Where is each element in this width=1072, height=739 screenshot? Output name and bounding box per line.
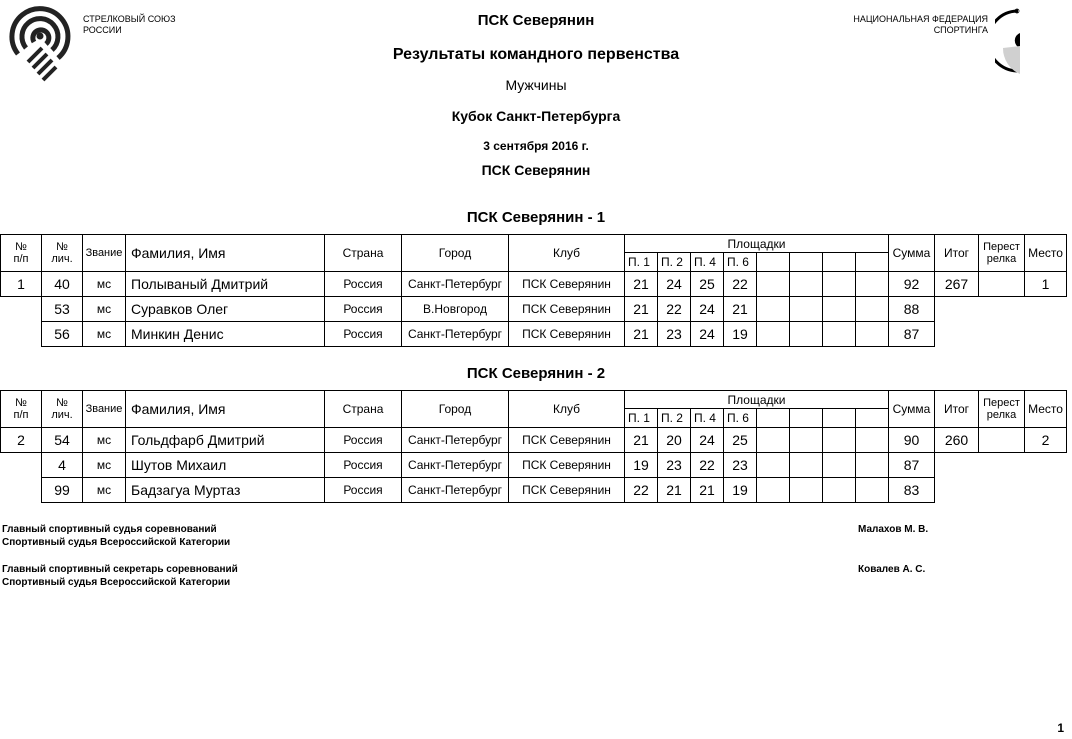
col-shootoff-line-1: Перест xyxy=(983,397,1020,409)
score-sum: 87 xyxy=(889,453,935,478)
venue-name: ПСК Северянин xyxy=(481,162,591,178)
license-number: 40 xyxy=(42,272,83,297)
competition-date: 3 сентября 2016 г. xyxy=(483,139,589,153)
range-score: 21 xyxy=(625,297,658,322)
team-number: 2 xyxy=(1,428,42,453)
range-score xyxy=(856,453,889,478)
range-score: 24 xyxy=(691,322,724,347)
col-shootoff-line-1: Перест xyxy=(983,241,1020,253)
col-shootoff xyxy=(979,391,1025,428)
col-range-6 xyxy=(790,253,823,272)
col-range-1: П. 1 xyxy=(625,253,658,272)
chief-judge-block xyxy=(2,523,230,549)
col-sum: Сумма xyxy=(889,235,935,272)
col-place: Место xyxy=(1025,391,1067,428)
chief-judge-name: Малахов М. В. xyxy=(858,524,929,535)
range-score xyxy=(790,428,823,453)
table-row xyxy=(1,428,1067,453)
report-header-title: ПСК Северянин xyxy=(477,12,595,29)
country: Россия xyxy=(325,428,402,453)
range-score: 23 xyxy=(724,453,757,478)
range-score: 25 xyxy=(691,272,724,297)
empty-cell xyxy=(979,453,1025,478)
table-row xyxy=(1,297,1067,322)
chief-judge-role: Главный спортивный судья соревнований xyxy=(2,524,217,535)
page-number: 1 xyxy=(1057,721,1064,735)
team-total: 267 xyxy=(935,272,979,297)
col-country: Страна xyxy=(325,391,402,428)
range-score xyxy=(790,453,823,478)
col-shootoff-line-2: релка xyxy=(986,409,1017,421)
range-score xyxy=(823,297,856,322)
col-city: Город xyxy=(402,235,509,272)
sport-rank: мс xyxy=(83,272,126,297)
col-num-lic-line-2: лич. xyxy=(51,253,73,265)
range-score: 21 xyxy=(625,322,658,347)
range-score: 20 xyxy=(658,428,691,453)
col-total: Итог xyxy=(935,391,979,428)
range-score: 25 xyxy=(724,428,757,453)
sport-rank: мс xyxy=(83,453,126,478)
club: ПСК Северянин xyxy=(509,478,625,503)
table-row xyxy=(1,322,1067,347)
col-sum: Сумма xyxy=(889,391,935,428)
club: ПСК Северянин xyxy=(509,322,625,347)
athlete-name: Минкин Денис xyxy=(126,322,325,347)
chief-secretary-name: Ковалев А. С. xyxy=(858,564,926,575)
team-results-table xyxy=(0,234,1067,347)
col-num-lic xyxy=(42,235,83,272)
col-range-8 xyxy=(856,409,889,428)
team-number: 1 xyxy=(1,272,42,297)
range-score: 21 xyxy=(691,478,724,503)
empty-cell xyxy=(1,453,42,478)
country: Россия xyxy=(325,297,402,322)
col-num-lic-line-2: лич. xyxy=(51,409,73,421)
range-score: 19 xyxy=(724,322,757,347)
country: Россия xyxy=(325,322,402,347)
col-total: Итог xyxy=(935,235,979,272)
range-score xyxy=(757,272,790,297)
team-place: 1 xyxy=(1025,272,1067,297)
score-sum: 88 xyxy=(889,297,935,322)
right-org-line-2: СПОРТИНГА xyxy=(933,25,988,35)
right-org-line-1: НАЦИОНАЛЬНАЯ ФЕДЕРАЦИЯ xyxy=(853,14,988,24)
table-header-row xyxy=(1,235,1067,253)
range-score: 22 xyxy=(724,272,757,297)
club: ПСК Северянин xyxy=(509,297,625,322)
empty-cell xyxy=(1025,322,1067,347)
range-score xyxy=(823,428,856,453)
col-city: Город xyxy=(402,391,509,428)
city: Санкт-Петербург xyxy=(402,322,509,347)
sport-rank: мс xyxy=(83,428,126,453)
empty-cell xyxy=(935,322,979,347)
team-title: ПСК Северянин - 2 xyxy=(466,365,606,382)
range-score: 24 xyxy=(658,272,691,297)
range-score: 19 xyxy=(724,478,757,503)
col-range-3: П. 4 xyxy=(691,253,724,272)
empty-cell xyxy=(1025,453,1067,478)
city: В.Новгород xyxy=(402,297,509,322)
city: Санкт-Петербург xyxy=(402,272,509,297)
col-name: Фамилия, Имя xyxy=(126,235,325,272)
chief-judge-category: Спортивный судья Всероссийской Категории xyxy=(2,537,231,548)
range-score: 19 xyxy=(625,453,658,478)
range-score: 21 xyxy=(625,272,658,297)
competition-name: Кубок Санкт-Петербурга xyxy=(451,108,621,124)
col-range-7 xyxy=(823,409,856,428)
team-place: 2 xyxy=(1025,428,1067,453)
col-country: Страна xyxy=(325,235,402,272)
range-score xyxy=(757,322,790,347)
range-score: 22 xyxy=(625,478,658,503)
range-score xyxy=(757,478,790,503)
col-range-6 xyxy=(790,409,823,428)
col-rank: Звание xyxy=(83,391,126,428)
sport-rank: мс xyxy=(83,297,126,322)
table-row xyxy=(1,272,1067,297)
col-range-4: П. 6 xyxy=(724,253,757,272)
category-label: Мужчины xyxy=(505,77,567,93)
empty-cell xyxy=(1,297,42,322)
col-name: Фамилия, Имя xyxy=(126,391,325,428)
range-score xyxy=(757,297,790,322)
athlete-name: Полываный Дмитрий xyxy=(126,272,325,297)
range-score xyxy=(856,478,889,503)
range-score: 22 xyxy=(691,453,724,478)
table-row xyxy=(1,478,1067,503)
empty-cell xyxy=(935,453,979,478)
team-total: 260 xyxy=(935,428,979,453)
athlete-name: Суравков Олег xyxy=(126,297,325,322)
report-subtitle: Результаты командного первенства xyxy=(392,46,680,63)
col-num-pp xyxy=(1,391,42,428)
club: ПСК Северянин xyxy=(509,453,625,478)
range-score xyxy=(856,272,889,297)
empty-cell xyxy=(1025,478,1067,503)
range-score: 23 xyxy=(658,453,691,478)
col-place: Место xyxy=(1025,235,1067,272)
range-score xyxy=(790,478,823,503)
col-range-3: П. 4 xyxy=(691,409,724,428)
range-score: 24 xyxy=(691,428,724,453)
col-range-2: П. 2 xyxy=(658,253,691,272)
athlete-name: Шутов Михаил xyxy=(126,453,325,478)
club: ПСК Северянин xyxy=(509,428,625,453)
city: Санкт-Петербург xyxy=(402,428,509,453)
col-range-7 xyxy=(823,253,856,272)
license-number: 56 xyxy=(42,322,83,347)
col-range-5 xyxy=(757,253,790,272)
chief-secretary-role: Главный спортивный секретарь соревнований xyxy=(2,564,238,575)
left-org-line-2: РОССИИ xyxy=(83,25,122,35)
license-number: 54 xyxy=(42,428,83,453)
col-ranges: Площадки xyxy=(625,235,889,253)
range-score xyxy=(856,428,889,453)
col-num-pp-line-2: п/п xyxy=(13,253,29,265)
col-range-8 xyxy=(856,253,889,272)
empty-cell xyxy=(979,478,1025,503)
team-results-table xyxy=(0,390,1067,503)
license-number: 53 xyxy=(42,297,83,322)
chief-secretary-block xyxy=(2,563,238,589)
col-num-lic-line-1: № xyxy=(56,397,68,409)
license-number: 4 xyxy=(42,453,83,478)
left-org-line-1: СТРЕЛКОВЫЙ СОЮЗ xyxy=(83,14,176,24)
range-score xyxy=(856,297,889,322)
col-num-pp xyxy=(1,235,42,272)
range-score: 23 xyxy=(658,322,691,347)
city: Санкт-Петербург xyxy=(402,453,509,478)
col-range-2: П. 2 xyxy=(658,409,691,428)
score-sum: 83 xyxy=(889,478,935,503)
col-range-5 xyxy=(757,409,790,428)
sport-rank: мс xyxy=(83,322,126,347)
country: Россия xyxy=(325,478,402,503)
empty-cell xyxy=(935,478,979,503)
shootoff xyxy=(979,428,1025,453)
col-rank: Звание xyxy=(83,235,126,272)
empty-cell xyxy=(1,478,42,503)
empty-cell xyxy=(979,297,1025,322)
score-sum: 87 xyxy=(889,322,935,347)
sport-rank: мс xyxy=(83,478,126,503)
col-shootoff-line-2: релка xyxy=(986,253,1017,265)
col-club: Клуб xyxy=(509,235,625,272)
col-num-lic-line-1: № xyxy=(56,241,68,253)
empty-cell xyxy=(979,322,1025,347)
city: Санкт-Петербург xyxy=(402,478,509,503)
col-shootoff xyxy=(979,235,1025,272)
team-title: ПСК Северянин - 1 xyxy=(466,209,606,226)
empty-cell xyxy=(935,297,979,322)
athlete-name: Бадзагуа Муртаз xyxy=(126,478,325,503)
shootoff xyxy=(979,272,1025,297)
range-score xyxy=(823,322,856,347)
range-score xyxy=(757,453,790,478)
empty-cell xyxy=(1025,297,1067,322)
chief-secretary-category: Спортивный судья Всероссийской Категории xyxy=(2,577,231,588)
range-score xyxy=(823,478,856,503)
col-range-4: П. 6 xyxy=(724,409,757,428)
club: ПСК Северянин xyxy=(509,272,625,297)
range-score xyxy=(823,272,856,297)
range-score: 22 xyxy=(658,297,691,322)
range-score xyxy=(823,453,856,478)
range-score xyxy=(790,272,823,297)
col-num-pp-line-1: № xyxy=(15,241,27,253)
license-number: 99 xyxy=(42,478,83,503)
range-score xyxy=(790,322,823,347)
country: Россия xyxy=(325,272,402,297)
range-score: 21 xyxy=(658,478,691,503)
range-score: 24 xyxy=(691,297,724,322)
range-score: 21 xyxy=(625,428,658,453)
score-sum: 90 xyxy=(889,428,935,453)
score-sum: 92 xyxy=(889,272,935,297)
col-club: Клуб xyxy=(509,391,625,428)
table-header-row xyxy=(1,391,1067,409)
athlete-name: Гольдфарб Дмитрий xyxy=(126,428,325,453)
col-num-pp-line-1: № xyxy=(15,397,27,409)
col-num-lic xyxy=(42,391,83,428)
col-range-1: П. 1 xyxy=(625,409,658,428)
col-num-pp-line-2: п/п xyxy=(13,409,29,421)
table-row xyxy=(1,453,1067,478)
range-score xyxy=(856,322,889,347)
col-ranges: Площадки xyxy=(625,391,889,409)
range-score xyxy=(790,297,823,322)
range-score: 21 xyxy=(724,297,757,322)
empty-cell xyxy=(1,322,42,347)
country: Россия xyxy=(325,453,402,478)
range-score xyxy=(757,428,790,453)
